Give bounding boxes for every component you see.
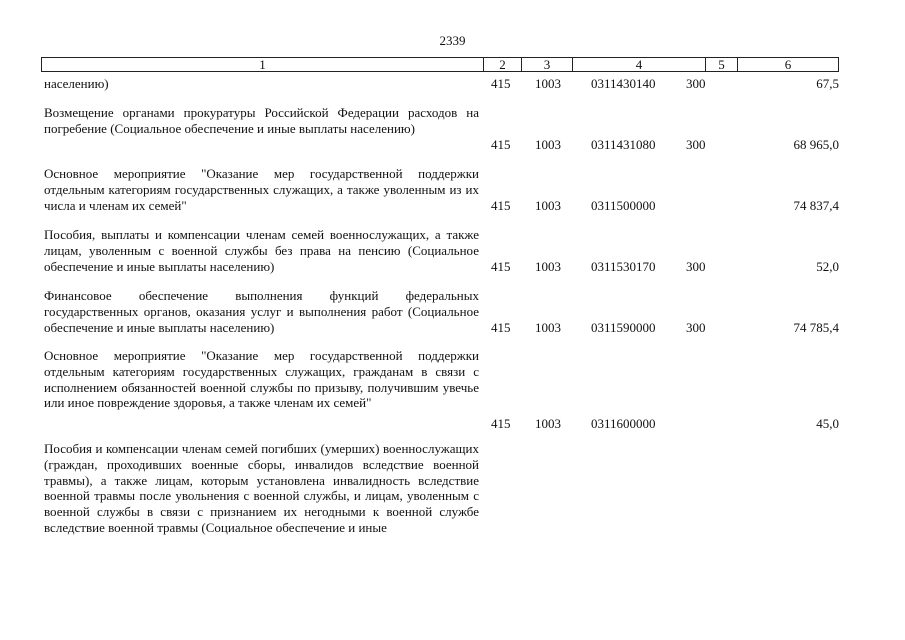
row-amount: 52,0 <box>816 258 839 274</box>
row-expense-type: 300 <box>686 136 706 152</box>
row-target: 0311600000 <box>591 416 656 431</box>
header-col-4: 4 <box>573 58 706 71</box>
row-amount: 68 965,0 <box>793 136 839 152</box>
row-section: 1003 <box>535 76 561 91</box>
row-section: 1003 <box>535 416 561 431</box>
row-code: 415 <box>491 319 511 335</box>
row-target: 0311500000 <box>591 197 656 213</box>
row-section: 1003 <box>535 197 561 213</box>
row-expense-type: 300 <box>686 258 706 274</box>
row-expense-type: 300 <box>686 76 706 91</box>
row-code: 415 <box>491 76 511 91</box>
row-code: 415 <box>491 136 511 152</box>
row-target: 0311430140 <box>591 76 656 91</box>
table-header <box>41 57 839 72</box>
row-description: Возмещение органами прокуратуры Российской Федерации расходов на погребение (Социальное обеспечение и иные выплаты населению) <box>44 105 479 136</box>
row-description: Пособия и компенсации членам семей погибших (умерших) военнослужащих (граждан, проходивших военные сборы, инвалидов вследствие военной травмы), а также лицам, которым установлена инвалидность вследствие военной травмы после увольнения с военной службы, и лицам, уволенным с военной службы в связи с признанием их негодными к военной службе вследствие военной травмы (Социальное обеспечение и иные <box>44 441 479 535</box>
row-section: 1003 <box>535 136 561 152</box>
row-target: 0311530170 <box>591 258 656 274</box>
row-target: 0311590000 <box>591 319 656 335</box>
row-amount: 74 837,4 <box>793 197 839 213</box>
row-description: Основное мероприятие "Оказание мер государственной поддержки отдельным категориям государственных служащих, а также уволенным из их числа и членам их семей" <box>44 166 479 213</box>
row-section: 1003 <box>535 258 561 274</box>
row-description: населению) <box>44 76 109 91</box>
row-expense-type: 300 <box>686 319 706 335</box>
row-description: Пособия, выплаты и компенсации членам семей военнослужащих, а также лицам, уволенным с военной службы без права на пенсию (Социальное обеспечение и иные выплаты населению) <box>44 227 479 274</box>
row-code: 415 <box>491 197 511 213</box>
row-target: 0311431080 <box>591 136 656 152</box>
row-amount: 45,0 <box>816 416 839 431</box>
header-col-1: 1 <box>42 58 484 71</box>
header-col-3: 3 <box>522 58 573 71</box>
row-amount: 67,5 <box>816 76 839 91</box>
row-section: 1003 <box>535 319 561 335</box>
header-col-6: 6 <box>784 57 792 72</box>
row-code: 415 <box>491 258 511 274</box>
row-description: Основное мероприятие "Оказание мер государственной поддержки отдельным категориям государственных служащих, гражданам в связи с исполнением обязанностей военной службы по призыву, получившим увечье или иное повреждение здоровья, а также членам их семей" <box>44 348 479 411</box>
row-amount: 74 785,4 <box>793 319 839 335</box>
header-col-5: 5 <box>706 58 738 71</box>
row-code: 415 <box>491 416 511 431</box>
header-col-2: 2 <box>484 58 522 71</box>
page-number: 2339 <box>439 33 466 48</box>
row-description: Финансовое обеспечение выполнения функций федеральных государственных органов, оказания услуг и выполнения работ (Социальное обеспечение и иные выплаты населению) <box>44 288 479 335</box>
